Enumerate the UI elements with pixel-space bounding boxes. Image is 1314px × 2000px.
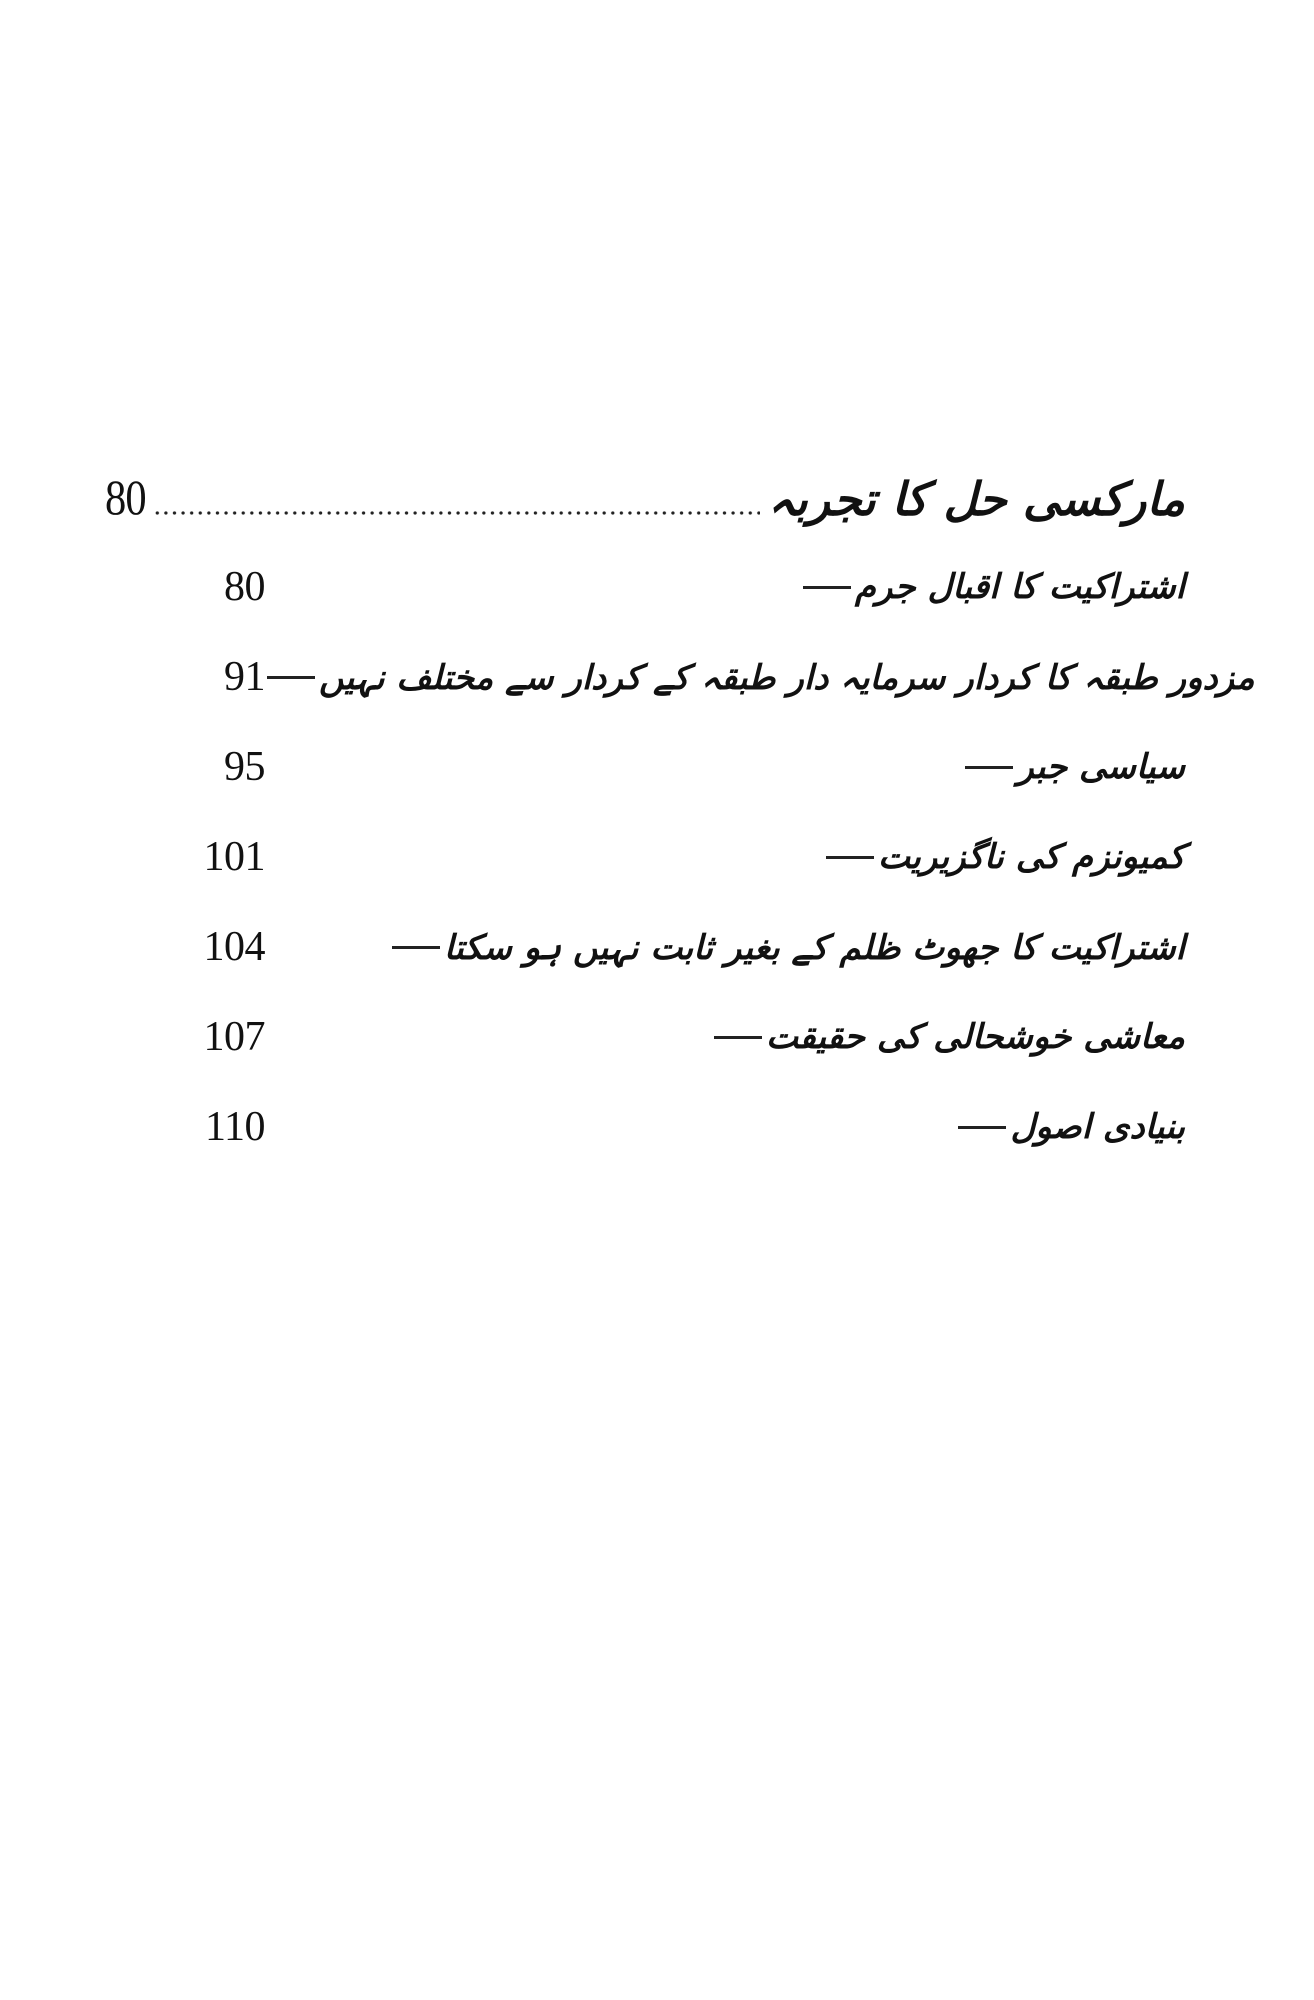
entry-title-wrap: [801, 567, 1185, 607]
entry-title-wrap: [963, 747, 1185, 787]
entry-title: اشتراکیت کا جھوٹ ظلم کے بغیر ثابت نہیں ہو سکتا: [443, 927, 1185, 968]
toc-entry[interactable]: [105, 992, 1185, 1082]
entry-page-number: 110: [205, 1104, 265, 1150]
entry-title: مزدور طبقہ کا کردار سرمایہ دار طبقہ کے کردار سے مختلف نہیں: [319, 657, 1255, 698]
toc-entries: [105, 542, 1255, 1172]
toc-entry[interactable]: [105, 632, 1255, 722]
entry-title-wrap: [390, 927, 1185, 968]
dash-icon: [958, 1126, 1006, 1129]
toc-chapter-row[interactable]: [105, 430, 1185, 540]
chapter-title: مارکسی حل کا تجربہ: [767, 472, 1185, 526]
entry-title-wrap: [712, 1017, 1185, 1057]
entry-title: بنیادی اصول: [1010, 1107, 1185, 1147]
chapter-page-number: 80: [105, 469, 146, 525]
dash-icon: [714, 1036, 762, 1039]
entry-title: کمیونزم کی ناگزیریت: [878, 837, 1185, 877]
toc-entry[interactable]: [105, 812, 1185, 902]
toc-entry[interactable]: [105, 902, 1185, 992]
dash-icon: [965, 766, 1013, 769]
entry-page-number: 107: [203, 1014, 265, 1060]
entry-title: سیاسی جبر: [1017, 747, 1185, 787]
dash-icon: [392, 946, 440, 949]
entry-page-number: 104: [203, 924, 265, 970]
entry-page-number: 91: [224, 654, 265, 700]
table-of-contents: [105, 430, 1255, 1172]
toc-entry[interactable]: [105, 542, 1185, 632]
dash-icon: [826, 856, 874, 859]
leader-dots: [153, 510, 760, 516]
dash-icon: [803, 586, 851, 589]
entry-page-number: 101: [203, 834, 265, 880]
entry-page-number: 80: [224, 564, 265, 610]
entry-title-wrap: [824, 837, 1185, 877]
dash-icon: [267, 676, 315, 679]
entry-title: معاشی خوشحالی کی حقیقت: [766, 1017, 1185, 1057]
toc-entry[interactable]: [105, 722, 1185, 812]
toc-entry[interactable]: [105, 1082, 1185, 1172]
entry-page-number: 95: [224, 744, 265, 790]
entry-title: اشتراکیت کا اقبال جرم: [854, 567, 1185, 607]
entry-title-wrap: [265, 657, 1255, 698]
entry-title-wrap: [956, 1107, 1185, 1147]
